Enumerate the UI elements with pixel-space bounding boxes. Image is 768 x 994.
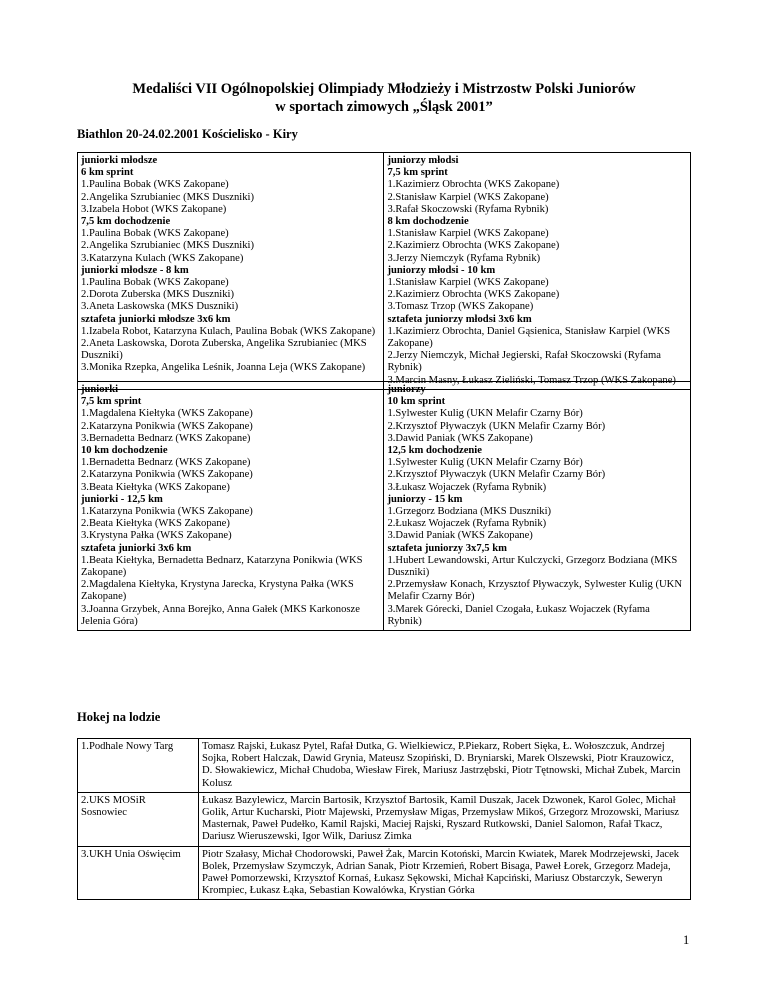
result-line: 2.Katarzyna Ponikwia (WKS Zakopane): [81, 469, 253, 481]
result-line: 2.Łukasz Wojaczek (Ryfama Rybnik): [387, 518, 547, 530]
title-line-2: w sportach zimowych „Śląsk 2001”: [275, 99, 493, 115]
result-heading: 7,5 km sprint: [81, 396, 142, 408]
result-line: 3.Krystyna Pałka (WKS Zakopane): [81, 530, 232, 542]
result-line: 3.Dawid Paniak (WKS Zakopane): [387, 432, 533, 444]
result-heading: juniorzy młodsi: [387, 155, 459, 166]
hockey-heading: Hokej na lodzie: [77, 710, 161, 724]
result-line: 1.Sylwester Kulig (UKN Melafir Czarny Bór): [387, 408, 583, 420]
result-line: 2.Krzysztof Pływaczyk (UKN Melafir Czarny Bór): [387, 420, 606, 432]
result-line: 1.Grzegorz Bodziana (MKS Duszniki): [387, 506, 552, 518]
page-title: [0, 80, 768, 116]
hockey-team: 1.Podhale Nowy Targ: [78, 739, 199, 793]
result-line: 1.Sylwester Kulig (UKN Melafir Czarny Bór): [387, 457, 583, 469]
result-line: 2.Angelika Szrubianiec (MKS Duszniki): [81, 240, 254, 252]
result-heading: sztafeta juniorki młodsze 3x6 km: [81, 313, 231, 325]
result-line: 1.Magdalena Kiełtyka (WKS Zakopane): [81, 408, 253, 420]
hockey-team: 2.UKS MOSiR Sosnowiec: [78, 792, 199, 846]
biathlon-heading: Biathlon 20-24.02.2001 Kościelisko - Kiry: [77, 127, 298, 141]
result-heading: juniorzy młodsi - 10 km: [387, 264, 496, 276]
hockey-table: [77, 738, 691, 900]
result-line: 1.Beata Kiełtyka, Bernadetta Bednarz, Katarzyna Ponikwia (WKS Zakopane): [81, 554, 363, 579]
result-line: 1.Stanisław Karpiel (WKS Zakopane): [387, 228, 549, 240]
result-heading: 7,5 km sprint: [387, 167, 448, 179]
result-line: 1.Izabela Robot, Katarzyna Kulach, Paulina Bobak (WKS Zakopane): [81, 325, 376, 337]
result-line: 1.Bernadetta Bednarz (WKS Zakopane): [81, 457, 251, 469]
result-heading: juniorki: [81, 384, 119, 395]
result-line: 3.Bernadetta Bednarz (WKS Zakopane): [81, 432, 251, 444]
page-number: 1: [683, 933, 690, 947]
hockey-players: Tomasz Rajski, Łukasz Pytel, Rafał Dutka, G. Wielkiewicz, P.Piekarz, Robert Sięka, Ł. Wołoszczuk, Andrzej Sojka, Robert Halczak, Dawid Grynia, Mateusz Szopiński, D. Bryniarski, Marek Olszewski, Piotr Krauzowicz, D. Słowakiewicz, Michał Chudoba, Wiesław Firek, Mariusz Jastrzębski, Piotr Tętnowski, Michał Zubek, Marcin Kolusz: [199, 739, 691, 793]
result-line: 1.Kazimierz Obrochta, Daniel Gąsienica, Stanisław Karpiel (WKS Zakopane): [387, 325, 671, 350]
result-line: 1.Katarzyna Ponikwia (WKS Zakopane): [81, 506, 253, 518]
result-line: 1.Paulina Bobak (WKS Zakopane): [81, 277, 229, 289]
result-line: 2.Krzysztof Pływaczyk (UKN Melafir Czarny Bór): [387, 469, 606, 481]
cell-juniorzy-mlodsi: [384, 153, 691, 390]
hockey-team: 3.UKH Unia Oświęcim: [78, 846, 199, 900]
biathlon-table-top: [77, 152, 691, 390]
cell-juniorki: [78, 382, 384, 631]
result-line: 1.Paulina Bobak (WKS Zakopane): [81, 228, 229, 240]
result-line: 3.Tomasz Trzop (WKS Zakopane): [387, 301, 534, 313]
cell-juniorki-mlodsze: [78, 153, 384, 390]
hockey-row: [78, 792, 691, 846]
result-heading: 10 km sprint: [387, 396, 446, 408]
result-heading: juniorki - 12,5 km: [81, 493, 163, 505]
result-line: 3.Jerzy Niemczyk (Ryfama Rybnik): [387, 252, 541, 264]
biathlon-table-bottom: [77, 381, 691, 631]
result-line: 3.Beata Kiełtyka (WKS Zakopane): [81, 481, 230, 493]
result-line: 2.Przemysław Konach, Krzysztof Pływaczyk, Sylwester Kulig (UKN Melafir Czarny Bór): [387, 579, 682, 603]
result-heading: 10 km dochodzenie: [81, 445, 168, 457]
result-line: 1.Kazimierz Obrochta (WKS Zakopane): [387, 179, 560, 191]
result-heading: sztafeta juniorzy 3x7,5 km: [387, 542, 507, 554]
result-line: 2.Kazimierz Obrochta (WKS Zakopane): [387, 289, 560, 301]
result-heading: 12,5 km dochodzenie: [387, 445, 482, 457]
hockey-row: [78, 739, 691, 793]
cell-juniorzy: [384, 382, 691, 631]
result-heading: juniorzy - 15 km: [387, 493, 463, 505]
result-line: 2.Jerzy Niemczyk, Michał Jegierski, Rafał Skoczowski (Ryfama Rybnik): [387, 350, 661, 374]
result-line: 2.Aneta Laskowska, Dorota Zuberska, Angelika Szrubianiec (MKS Duszniki): [81, 338, 367, 362]
result-line: 3.Aneta Laskowska (MKS Duszniki): [81, 301, 239, 313]
result-line: 3.Dawid Paniak (WKS Zakopane): [387, 530, 533, 542]
result-line: 2.Stanisław Karpiel (WKS Zakopane): [387, 191, 549, 203]
result-line: 2.Beata Kiełtyka (WKS Zakopane): [81, 518, 230, 530]
result-heading: juniorzy: [387, 384, 426, 395]
result-line: 1.Stanisław Karpiel (WKS Zakopane): [387, 277, 549, 289]
title-line-1: Medaliści VII Ogólnopolskiej Olimpiady Młodzieży i Mistrzostw Polski Juniorów: [132, 81, 636, 97]
result-heading: juniorki młodsze: [81, 155, 158, 166]
result-line: 3.Katarzyna Kulach (WKS Zakopane): [81, 252, 244, 264]
result-line: 3.Marek Górecki, Daniel Czogała, Łukasz Wojaczek (Ryfama Rybnik): [387, 603, 650, 627]
result-line: 2.Katarzyna Ponikwia (WKS Zakopane): [81, 420, 253, 432]
result-heading: sztafeta juniorki 3x6 km: [81, 542, 192, 554]
result-heading: sztafeta juniorzy młodsi 3x6 km: [387, 313, 532, 325]
hockey-players: Piotr Szałasy, Michał Chodorowski, Paweł Żak, Marcin Kotoński, Marcin Kwiatek, Marek Modrzejewski, Jacek Bolek, Przemysław Szymczyk, Adrian Sanak, Piotr Krzemień, Robert Bisaga, Paweł Łorek, Grzegorz Madeja, Paweł Pomorzewski, Krzysztof Kornaś, Łukasz Sękowski, Michał Kapciński, Mariusz Obstarczyk, Seweryn Krompiec, Łukasz Łąka, Sebastian Kowalówka, Krystian Górka: [199, 846, 691, 900]
hockey-players: Łukasz Bazylewicz, Marcin Bartosik, Krzysztof Bartosik, Kamil Duszak, Jacek Dzwonek, Karol Golec, Michał Golik, Artur Kucharski, Piotr Majewski, Przemysław Migas, Przemysław Mikoś, Grzegorz Mrozowski, Mariusz Masternak, Paweł Pudełko, Kamil Rajski, Maciej Rajski, Ryszard Rutkowski, Daniel Salomon, Rafał Tkacz, Dariusz Wieruszewski, Igor Wilk, Dariusz Zimka: [199, 792, 691, 846]
result-heading: 7,5 km dochodzenie: [81, 216, 171, 228]
result-line: 3.Łukasz Wojaczek (Ryfama Rybnik): [387, 481, 547, 493]
result-line: 3.Marcin Masny, Łukasz Zieliński, Tomasz Trzop (WKS Zakopane): [387, 374, 676, 386]
result-heading: 8 km dochodzenie: [387, 216, 469, 228]
result-line: 1.Paulina Bobak (WKS Zakopane): [81, 179, 229, 191]
result-line: 3.Monika Rzepka, Angelika Leśnik, Joanna Leja (WKS Zakopane): [81, 362, 366, 374]
hockey-row: [78, 846, 691, 900]
result-line: 1.Hubert Lewandowski, Artur Kulczycki, Grzegorz Bodziana (MKS Duszniki): [387, 554, 678, 579]
result-line: 2.Dorota Zuberska (MKS Duszniki): [81, 289, 234, 301]
result-heading: 6 km sprint: [81, 167, 134, 179]
result-line: 2.Angelika Szrubianiec (MKS Duszniki): [81, 191, 254, 203]
result-line: 2.Magdalena Kiełtyka, Krystyna Jarecka, Krystyna Pałka (WKS Zakopane): [81, 579, 354, 603]
result-heading: juniorki młodsze - 8 km: [81, 264, 189, 276]
result-line: 2.Kazimierz Obrochta (WKS Zakopane): [387, 240, 560, 252]
result-line: 3.Rafał Skoczowski (Ryfama Rybnik): [387, 203, 549, 215]
result-line: 3.Izabela Hobot (WKS Zakopane): [81, 203, 227, 215]
result-line: 3.Joanna Grzybek, Anna Borejko, Anna Gałek (MKS Karkonosze Jelenia Góra): [81, 603, 360, 627]
